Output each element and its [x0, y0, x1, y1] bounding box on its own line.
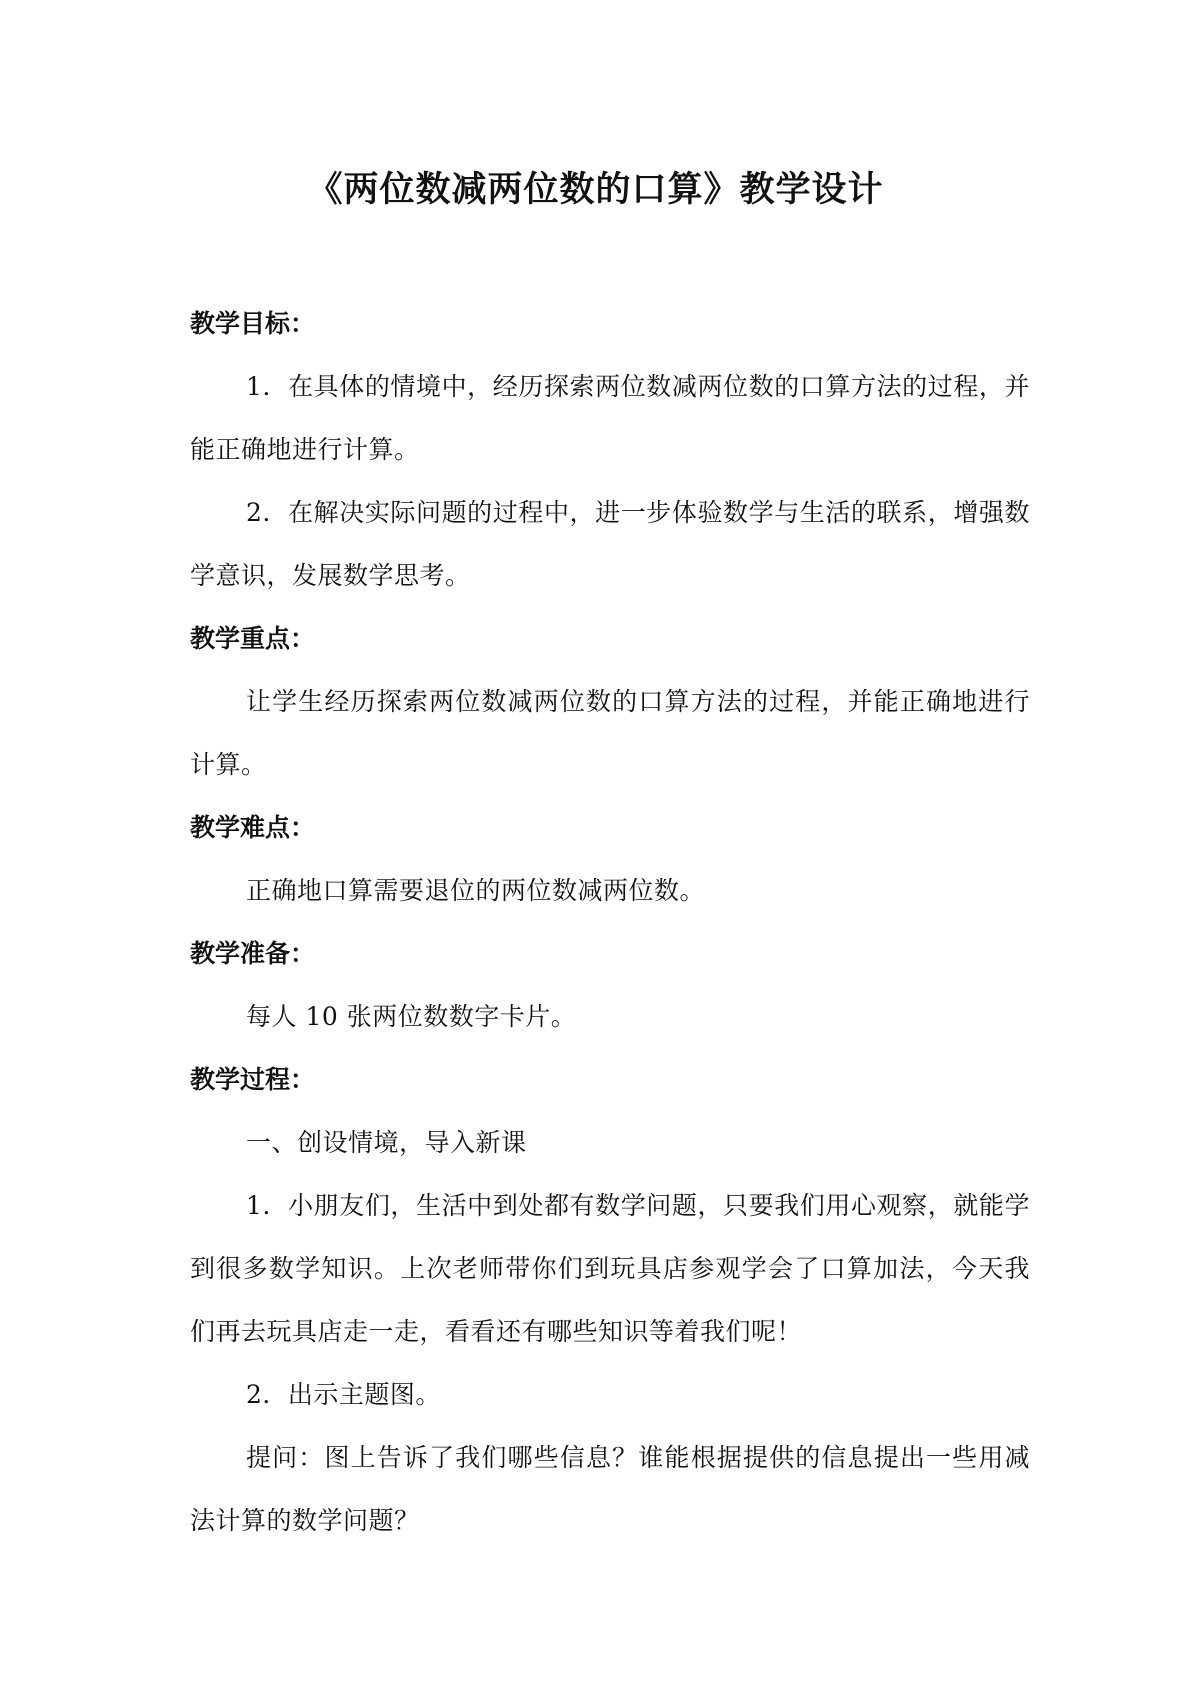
objective-1: 1．在具体的情境中，经历探索两位数减两位数的口算方法的过程，并能正确地进行计算。	[190, 372, 1030, 464]
difficulties-heading: 教学难点：	[190, 813, 316, 842]
preparation-heading: 教学准备：	[190, 939, 316, 968]
objectives-heading: 教学目标：	[190, 309, 316, 338]
difficulties-text: 正确地口算需要退位的两位数减两位数。	[246, 876, 706, 905]
process-item-2: 2．出示主题图。	[246, 1380, 441, 1409]
document-title: 《两位数减两位数的口算》教学设计	[307, 170, 884, 210]
preparation-text: 每人 10 张两位数数字卡片。	[246, 1002, 577, 1031]
process-heading: 教学过程：	[190, 1065, 316, 1094]
key-points-text: 让学生经历探索两位数减两位数的口算方法的过程，并能正确地进行计算。	[190, 687, 1030, 779]
key-points-heading: 教学重点：	[190, 624, 316, 653]
process-item-1: 1．小朋友们，生活中到处都有数学问题，只要我们用心观察，就能学到很多数学知识。上次老师带你们到玩具店参观学会了口算加法，今天我们再去玩具店走一走，看看还有哪些知识等着我们呢！	[190, 1191, 1030, 1346]
document-body	[190, 292, 1030, 1552]
objective-2: 2．在解决实际问题的过程中，进一步体验数学与生活的联系，增强数学意识，发展数学思考。	[190, 498, 1030, 590]
process-question: 提问：图上告诉了我们哪些信息？谁能根据提供的信息提出一些用减法计算的数学问题？	[190, 1443, 1030, 1535]
process-step-title: 一、创设情境，导入新课	[246, 1128, 527, 1157]
